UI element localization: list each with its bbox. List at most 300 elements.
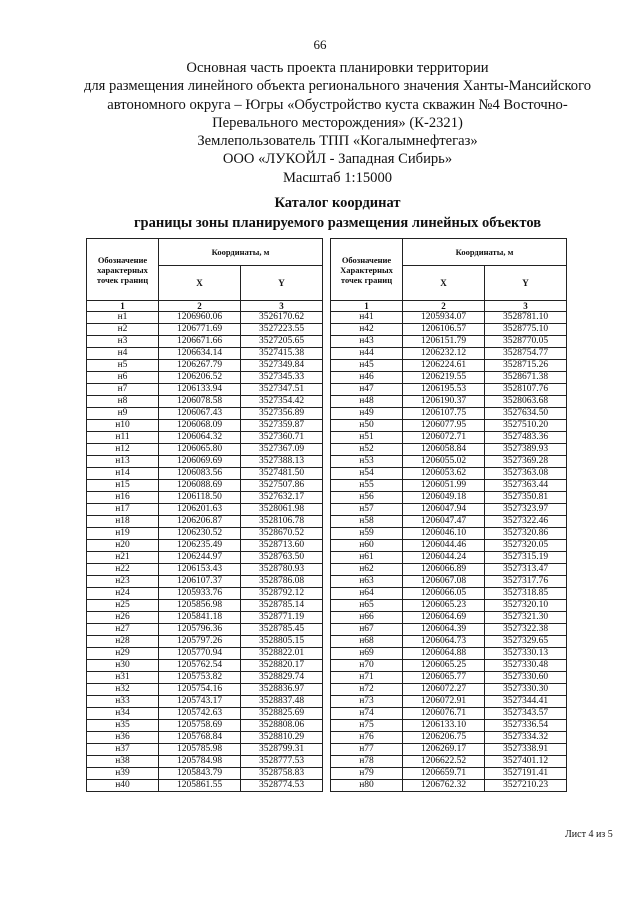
left-coord-x: 1206634.14	[159, 348, 241, 360]
column-gap	[323, 660, 331, 672]
right-coord-x: 1206046.10	[403, 528, 485, 540]
table-row	[87, 468, 567, 480]
column-number: 2	[403, 301, 485, 312]
left-coord-y: 3528799.31	[241, 744, 323, 756]
right-coord-y: 3528715.26	[485, 360, 567, 372]
table-row	[87, 480, 567, 492]
right-point-name: н74	[331, 708, 403, 720]
right-point-name: н76	[331, 732, 403, 744]
right-coord-x: 1206051.99	[403, 480, 485, 492]
left-coord-x: 1206107.37	[159, 576, 241, 588]
left-point-name: н13	[87, 456, 159, 468]
left-coord-x: 1206118.50	[159, 492, 241, 504]
left-coord-y: 3527354.42	[241, 396, 323, 408]
right-coord-x: 1206058.84	[403, 444, 485, 456]
header-line: для размещения линейного объекта регионального значения Ханты-Мансийского	[83, 78, 592, 95]
column-gap	[323, 708, 331, 720]
left-coord-y: 3528786.08	[241, 576, 323, 588]
right-y-header: Y	[485, 266, 567, 301]
left-point-name: н22	[87, 564, 159, 576]
left-coord-x: 1206206.52	[159, 372, 241, 384]
left-coord-y: 3527349.84	[241, 360, 323, 372]
right-coord-x: 1206049.18	[403, 492, 485, 504]
right-point-name: н47	[331, 384, 403, 396]
right-coord-y: 3527401.12	[485, 756, 567, 768]
table-row	[87, 456, 567, 468]
left-coord-y: 3527481.50	[241, 468, 323, 480]
right-point-name: н72	[331, 684, 403, 696]
left-coord-x: 1206206.87	[159, 516, 241, 528]
right-coord-y: 3527510.20	[485, 420, 567, 432]
right-point-name: н55	[331, 480, 403, 492]
table-row	[87, 408, 567, 420]
left-point-name: н26	[87, 612, 159, 624]
left-coord-x: 1206069.69	[159, 456, 241, 468]
table-row	[87, 636, 567, 648]
column-gap	[323, 756, 331, 768]
column-number: 1	[87, 301, 159, 312]
column-gap	[323, 468, 331, 480]
table-row	[87, 444, 567, 456]
column-number: 3	[241, 301, 323, 312]
left-point-name: н24	[87, 588, 159, 600]
left-coord-x: 1206201.63	[159, 504, 241, 516]
left-coord-x: 1205785.98	[159, 744, 241, 756]
left-coord-x: 1206068.09	[159, 420, 241, 432]
left-point-name: н36	[87, 732, 159, 744]
column-gap	[323, 480, 331, 492]
left-coord-x: 1205796.36	[159, 624, 241, 636]
left-coord-x: 1206267.79	[159, 360, 241, 372]
left-point-name: н29	[87, 648, 159, 660]
left-coord-x: 1205843.79	[159, 768, 241, 780]
table-row	[87, 588, 567, 600]
right-point-name: н77	[331, 744, 403, 756]
right-point-name: н53	[331, 456, 403, 468]
left-coord-x: 1205856.98	[159, 600, 241, 612]
right-coord-x: 1206133.10	[403, 720, 485, 732]
left-point-name: н2	[87, 324, 159, 336]
column-gap	[323, 408, 331, 420]
table-row	[87, 420, 567, 432]
right-point-name: н68	[331, 636, 403, 648]
left-coord-y: 3528837.48	[241, 696, 323, 708]
right-coord-x: 1206269.17	[403, 744, 485, 756]
column-gap	[323, 444, 331, 456]
left-point-name: н28	[87, 636, 159, 648]
right-point-name: н41	[331, 312, 403, 324]
right-coords-header: Координаты, м	[403, 239, 567, 266]
table-row	[87, 312, 567, 324]
table-row	[87, 660, 567, 672]
right-coord-x: 1206232.12	[403, 348, 485, 360]
column-gap	[323, 576, 331, 588]
right-point-name: н57	[331, 504, 403, 516]
left-coord-x: 1206671.66	[159, 336, 241, 348]
left-coord-x: 1206067.43	[159, 408, 241, 420]
left-point-name: н16	[87, 492, 159, 504]
right-coord-x: 1206622.52	[403, 756, 485, 768]
left-point-name: н15	[87, 480, 159, 492]
right-point-name: н78	[331, 756, 403, 768]
right-point-name: н56	[331, 492, 403, 504]
right-point-name: н50	[331, 420, 403, 432]
right-coord-x: 1206064.39	[403, 624, 485, 636]
column-gap	[323, 540, 331, 552]
left-coord-y: 3527367.09	[241, 444, 323, 456]
left-point-name: н14	[87, 468, 159, 480]
left-coord-x: 1205742.63	[159, 708, 241, 720]
table-row	[87, 528, 567, 540]
right-coord-y: 3527320.05	[485, 540, 567, 552]
right-coord-x: 1206066.89	[403, 564, 485, 576]
left-point-name: н27	[87, 624, 159, 636]
right-coord-y: 3528063.68	[485, 396, 567, 408]
left-coord-x: 1206078.58	[159, 396, 241, 408]
column-gap	[323, 324, 331, 336]
left-coord-y: 3527360.71	[241, 432, 323, 444]
right-point-header: Обозначение Характерных точек границ	[331, 239, 403, 301]
left-coord-y: 3527223.55	[241, 324, 323, 336]
left-coord-y: 3528810.29	[241, 732, 323, 744]
right-coord-y: 3527320.10	[485, 600, 567, 612]
table-row	[87, 780, 567, 792]
left-point-name: н23	[87, 576, 159, 588]
left-point-name: н5	[87, 360, 159, 372]
right-coord-x: 1206065.23	[403, 600, 485, 612]
left-coord-y: 3527359.87	[241, 420, 323, 432]
table-row	[87, 540, 567, 552]
left-coord-y: 3528785.14	[241, 600, 323, 612]
catalog-subtitle: границы зоны планируемого размещения линейных объектов	[133, 215, 542, 231]
header-line: Основная часть проекта планировки территории	[186, 60, 489, 76]
left-coord-x: 1205797.26	[159, 636, 241, 648]
left-coord-x: 1205770.94	[159, 648, 241, 660]
catalog-title: Каталог координат	[274, 195, 401, 211]
left-point-name: н3	[87, 336, 159, 348]
table-row	[87, 612, 567, 624]
left-coord-x: 1206133.94	[159, 384, 241, 396]
column-gap	[323, 744, 331, 756]
right-coord-y: 3527320.86	[485, 528, 567, 540]
right-coord-y: 3528671.38	[485, 372, 567, 384]
left-coord-y: 3527632.17	[241, 492, 323, 504]
right-coord-y: 3528107.76	[485, 384, 567, 396]
left-point-name: н25	[87, 600, 159, 612]
left-point-name: н30	[87, 660, 159, 672]
left-point-name: н31	[87, 672, 159, 684]
right-coord-y: 3527336.54	[485, 720, 567, 732]
right-coord-y: 3527343.57	[485, 708, 567, 720]
left-coord-x: 1205933.76	[159, 588, 241, 600]
right-coord-x: 1206195.53	[403, 384, 485, 396]
column-gap	[323, 528, 331, 540]
right-coord-x: 1206047.94	[403, 504, 485, 516]
right-coord-y: 3527313.47	[485, 564, 567, 576]
left-coord-y: 3526170.62	[241, 312, 323, 324]
left-coord-x: 1206230.52	[159, 528, 241, 540]
left-coord-x: 1206153.43	[159, 564, 241, 576]
right-coord-y: 3527363.44	[485, 480, 567, 492]
right-coord-y: 3527210.23	[485, 780, 567, 792]
right-coord-y: 3527318.85	[485, 588, 567, 600]
column-gap	[323, 684, 331, 696]
left-point-name: н18	[87, 516, 159, 528]
column-gap	[323, 696, 331, 708]
table-row	[87, 720, 567, 732]
table-row	[87, 756, 567, 768]
left-x-header: X	[159, 266, 241, 301]
right-coord-y: 3527322.46	[485, 516, 567, 528]
right-coord-y: 3528781.10	[485, 312, 567, 324]
left-point-name: н20	[87, 540, 159, 552]
column-gap	[323, 360, 331, 372]
left-point-name: н17	[87, 504, 159, 516]
left-coord-y: 3528670.52	[241, 528, 323, 540]
coordinates-table	[86, 238, 567, 792]
right-x-header: X	[403, 266, 485, 301]
left-coord-y: 3528820.17	[241, 660, 323, 672]
catalog-heading	[60, 193, 615, 233]
right-coord-x: 1206190.37	[403, 396, 485, 408]
left-point-name: н34	[87, 708, 159, 720]
left-coord-x: 1205762.54	[159, 660, 241, 672]
right-coord-y: 3528754.77	[485, 348, 567, 360]
right-coord-x: 1206044.24	[403, 552, 485, 564]
table-row	[87, 684, 567, 696]
column-gap	[323, 780, 331, 792]
left-coord-x: 1205784.98	[159, 756, 241, 768]
left-point-name: н35	[87, 720, 159, 732]
column-gap	[323, 492, 331, 504]
left-coord-y: 3528061.98	[241, 504, 323, 516]
column-gap	[323, 456, 331, 468]
left-coord-x: 1206771.69	[159, 324, 241, 336]
left-coord-y: 3528792.12	[241, 588, 323, 600]
left-coord-y: 3528774.53	[241, 780, 323, 792]
left-coord-x: 1206088.69	[159, 480, 241, 492]
left-point-name: н21	[87, 552, 159, 564]
left-coord-x: 1206960.06	[159, 312, 241, 324]
column-number-row	[87, 301, 567, 312]
left-coords-header: Координаты, м	[159, 239, 323, 266]
table-row	[87, 324, 567, 336]
table-row	[87, 360, 567, 372]
right-point-name: н66	[331, 612, 403, 624]
right-coord-y: 3527344.41	[485, 696, 567, 708]
left-coord-y: 3528785.45	[241, 624, 323, 636]
column-gap	[323, 516, 331, 528]
right-coord-y: 3527330.13	[485, 648, 567, 660]
page-number: 66	[313, 37, 327, 52]
column-gap	[323, 672, 331, 684]
column-gap	[323, 648, 331, 660]
column-gap	[323, 636, 331, 648]
table-row	[87, 672, 567, 684]
column-gap	[323, 396, 331, 408]
left-coord-y: 3528758.83	[241, 768, 323, 780]
table-row	[87, 504, 567, 516]
column-gap	[323, 768, 331, 780]
table-row	[87, 624, 567, 636]
column-gap	[323, 720, 331, 732]
column-gap	[323, 564, 331, 576]
right-point-name: н45	[331, 360, 403, 372]
right-point-name: н54	[331, 468, 403, 480]
column-gap	[323, 432, 331, 444]
table-row	[87, 384, 567, 396]
right-point-name: н59	[331, 528, 403, 540]
left-point-name: н7	[87, 384, 159, 396]
right-point-name: н58	[331, 516, 403, 528]
right-coord-y: 3527321.30	[485, 612, 567, 624]
right-coord-x: 1206065.77	[403, 672, 485, 684]
column-gap	[323, 552, 331, 564]
left-coord-y: 3528825.69	[241, 708, 323, 720]
right-coord-x: 1206106.57	[403, 324, 485, 336]
left-coord-x: 1206244.97	[159, 552, 241, 564]
right-coord-x: 1205934.07	[403, 312, 485, 324]
right-point-name: н67	[331, 624, 403, 636]
right-point-name: н52	[331, 444, 403, 456]
right-point-name: н51	[331, 432, 403, 444]
right-point-name: н42	[331, 324, 403, 336]
left-coord-y: 3527205.65	[241, 336, 323, 348]
right-point-name: н61	[331, 552, 403, 564]
right-coord-x: 1206072.91	[403, 696, 485, 708]
right-coord-y: 3528770.05	[485, 336, 567, 348]
column-gap	[323, 301, 331, 312]
left-point-name: н1	[87, 312, 159, 324]
right-coord-x: 1206762.32	[403, 780, 485, 792]
right-point-name: н71	[331, 672, 403, 684]
right-point-name: н43	[331, 336, 403, 348]
column-number: 1	[331, 301, 403, 312]
left-coord-y: 3527388.13	[241, 456, 323, 468]
right-coord-y: 3527323.97	[485, 504, 567, 516]
table-row	[87, 708, 567, 720]
sheet-label: Лист 4 из 5	[565, 829, 613, 840]
right-coord-y: 3527334.32	[485, 732, 567, 744]
left-coord-x: 1206065.80	[159, 444, 241, 456]
right-point-name: н65	[331, 600, 403, 612]
left-coord-y: 3528763.50	[241, 552, 323, 564]
right-point-name: н69	[331, 648, 403, 660]
document-header	[60, 59, 615, 187]
table-row	[87, 432, 567, 444]
column-gap	[323, 624, 331, 636]
right-coord-x: 1206072.27	[403, 684, 485, 696]
left-point-name: н11	[87, 432, 159, 444]
table-row	[87, 348, 567, 360]
left-coord-y: 3527345.33	[241, 372, 323, 384]
column-gap	[323, 612, 331, 624]
right-coord-x: 1206067.08	[403, 576, 485, 588]
table-row	[87, 492, 567, 504]
left-point-name: н10	[87, 420, 159, 432]
table-row	[87, 768, 567, 780]
right-coord-x: 1206047.47	[403, 516, 485, 528]
right-point-name: н79	[331, 768, 403, 780]
right-coord-y: 3527634.50	[485, 408, 567, 420]
right-coord-y: 3527363.08	[485, 468, 567, 480]
left-coord-x: 1205758.69	[159, 720, 241, 732]
right-coord-y: 3527329.65	[485, 636, 567, 648]
right-coord-y: 3527191.41	[485, 768, 567, 780]
right-coord-x: 1206055.02	[403, 456, 485, 468]
table-row	[87, 516, 567, 528]
right-coord-x: 1206076.71	[403, 708, 485, 720]
right-point-name: н49	[331, 408, 403, 420]
left-coord-x: 1206235.49	[159, 540, 241, 552]
right-point-name: н73	[331, 696, 403, 708]
right-point-name: н80	[331, 780, 403, 792]
right-point-name: н70	[331, 660, 403, 672]
right-coord-x: 1206065.25	[403, 660, 485, 672]
right-coord-x: 1206072.71	[403, 432, 485, 444]
left-coord-y: 3528106.78	[241, 516, 323, 528]
right-coord-x: 1206206.75	[403, 732, 485, 744]
table-row	[87, 336, 567, 348]
left-coord-x: 1205841.18	[159, 612, 241, 624]
right-point-name: н63	[331, 576, 403, 588]
left-coord-x: 1206064.32	[159, 432, 241, 444]
table-row	[87, 732, 567, 744]
header-line: автономного округа – Югры «Обустройство куста скважин №4 Восточно-	[107, 96, 568, 113]
right-coord-x: 1206077.95	[403, 420, 485, 432]
left-coord-x: 1205861.55	[159, 780, 241, 792]
left-point-name: н9	[87, 408, 159, 420]
left-point-name: н38	[87, 756, 159, 768]
right-coord-x: 1206107.75	[403, 408, 485, 420]
left-coord-x: 1206083.56	[159, 468, 241, 480]
right-coord-y: 3527315.19	[485, 552, 567, 564]
column-gap	[323, 420, 331, 432]
left-point-name: н4	[87, 348, 159, 360]
left-coord-y: 3527347.51	[241, 384, 323, 396]
left-point-name: н40	[87, 780, 159, 792]
left-point-name: н8	[87, 396, 159, 408]
right-coord-y: 3527369.28	[485, 456, 567, 468]
right-coord-y: 3527330.30	[485, 684, 567, 696]
right-coord-y: 3527338.91	[485, 744, 567, 756]
left-coord-y: 3528777.53	[241, 756, 323, 768]
right-coord-y: 3527389.93	[485, 444, 567, 456]
column-gap	[323, 239, 331, 301]
right-coord-y: 3528775.10	[485, 324, 567, 336]
table-row	[87, 372, 567, 384]
table-row	[87, 696, 567, 708]
left-coord-y: 3527356.89	[241, 408, 323, 420]
right-coord-y: 3527322.38	[485, 624, 567, 636]
right-coord-x: 1206219.55	[403, 372, 485, 384]
left-coord-y: 3527507.86	[241, 480, 323, 492]
column-number: 2	[159, 301, 241, 312]
table-body	[87, 312, 567, 792]
left-coord-y: 3528713.60	[241, 540, 323, 552]
left-coord-y: 3528836.97	[241, 684, 323, 696]
right-point-name: н46	[331, 372, 403, 384]
left-point-name: н37	[87, 744, 159, 756]
left-coord-y: 3527415.38	[241, 348, 323, 360]
right-point-name: н64	[331, 588, 403, 600]
left-coord-x: 1205768.84	[159, 732, 241, 744]
left-point-name: н6	[87, 372, 159, 384]
left-coord-y: 3528829.74	[241, 672, 323, 684]
table-row	[87, 564, 567, 576]
table-row	[87, 744, 567, 756]
right-coord-x: 1206066.05	[403, 588, 485, 600]
